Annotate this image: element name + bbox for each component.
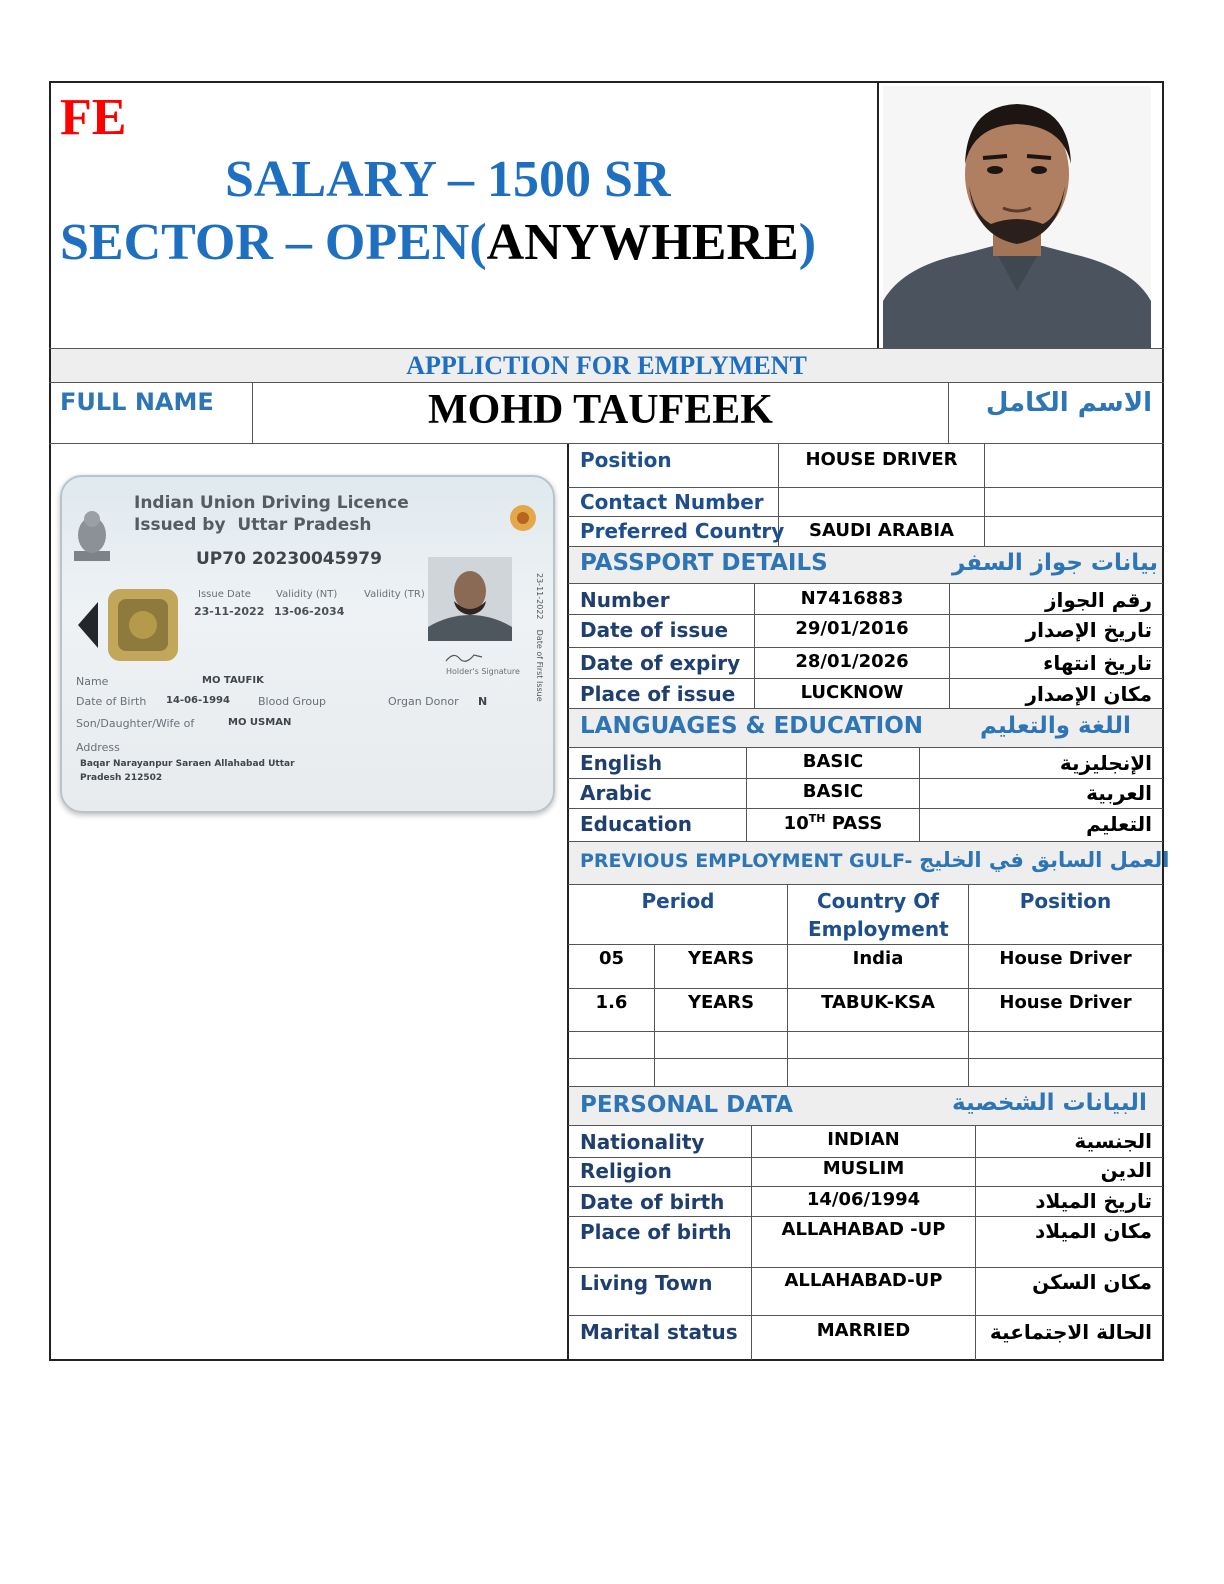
living-town-label: Living Town [580,1271,713,1295]
marital-status-label-ar: الحالة الاجتماعية [989,1320,1152,1344]
licence-issued-by: Issued by [134,515,226,535]
salary-heading: SALARY – 1500 SR [225,151,671,208]
passport-number-label-ar: رقم الجواز [1045,588,1152,612]
full-name-label: FULL NAME [60,388,214,416]
employment-row1-num: 05 [598,948,625,969]
place-of-issue-label: Place of issue [580,682,736,706]
signature-mark [444,649,484,665]
place-of-issue-label-ar: مكان الإصدار [1025,682,1152,706]
education-grade: 10 [783,813,809,834]
previous-employment-title-ar: العمل السابق في الخليج [919,848,1170,872]
passport-number-value: N7416883 [800,588,904,609]
relation-value: MO USMAN [228,717,292,728]
arabic-value: BASIC [802,781,864,802]
date-of-expiry-value: 28/01/2026 [795,651,909,672]
name-label: Name [76,675,109,688]
form-title: APPLICTION FOR EMPLYMENT [406,351,807,380]
first-issue-date: 23-11-2022 [535,573,544,620]
person-portrait-icon [883,86,1151,348]
previous-employment-title-en: PREVIOUS EMPLOYMENT GULF- [580,850,913,872]
education-value [747,812,919,834]
english-label: English [580,751,663,775]
date-of-issue-label-ar: تاريخ الإصدار [1025,618,1152,642]
date-of-issue-label: Date of issue [580,618,729,642]
languages-section-title-ar: اللغة والتعليم [980,713,1131,739]
date-of-expiry-label: Date of expiry [580,651,741,675]
organ-label: Organ Donor [388,695,459,708]
position-value: HOUSE DRIVER [805,449,958,470]
education-grade-sup: TH [808,812,826,825]
relation-label: Son/Daughter/Wife of [76,717,195,730]
religion-label: Religion [580,1159,672,1183]
licence-holder-photo [428,557,512,641]
place-of-birth-label: Place of birth [580,1220,732,1244]
preferred-country-value: SAUDI ARABIA [809,520,954,541]
employment-row2-country: TABUK-KSA [821,992,935,1013]
fe-label: FE [60,89,127,146]
position-label: Position [580,448,672,472]
nationality-label: Nationality [580,1130,705,1154]
place-of-issue-value: LUCKNOW [800,682,904,703]
religion-value: MUSLIM [822,1158,905,1179]
full-name-value: MOHD TAUFEEK [428,387,773,433]
dob-value-table: 14/06/1994 [806,1189,921,1210]
licence-state: Uttar Pradesh [237,515,372,535]
name-value: MO TAUFIK [202,675,264,686]
dob-label: Date of Birth [76,695,147,708]
education-suffix: PASS [825,813,883,834]
licence-number: UP70 20230045979 [196,549,382,569]
licence-title-line2 [134,515,371,535]
national-emblem-icon [70,505,114,569]
dob-value: 14-06-1994 [166,695,230,706]
issue-date: 23-11-2022 [194,605,265,618]
driving-licence-card [60,475,555,813]
signature-label: Holder's Signature [446,667,520,676]
languages-section-title: LANGUAGES & EDUCATION [580,713,924,739]
arrow-left-icon [78,602,98,648]
arabic-label-ar: العربية [1086,781,1152,805]
blood-label: Blood Group [258,695,327,708]
hologram-chip-icon [108,589,178,661]
living-town-value: ALLAHABAD-UP [784,1270,943,1291]
place-of-birth-value: ALLAHABAD -UP [781,1219,946,1240]
passport-section-title-ar: بيانات جواز السفر [952,550,1158,576]
date-of-expiry-label-ar: تاريخ انتهاء [1043,651,1152,675]
sector-heading [60,213,816,273]
position-header: Position [1019,889,1112,913]
living-town-label-ar: مكان السكن [1032,1270,1152,1294]
employment-row2-position: House Driver [999,992,1132,1013]
employment-row1-position: House Driver [999,948,1132,969]
personal-section-title: PERSONAL DATA [580,1092,793,1118]
previous-employment-title [580,848,1169,872]
passport-number-label: Number [580,588,670,612]
date-of-issue-value: 29/01/2016 [795,618,909,639]
nationality-label-ar: الجنسية [1074,1129,1152,1153]
english-label-ar: الإنجليزية [1059,751,1152,775]
preferred-country-label: Preferred Country [580,519,785,543]
education-label: Education [580,812,692,836]
first-issue-label: Date of First Issue [535,629,544,702]
employment-row2-num: 1.6 [595,992,628,1013]
licence-title-line1: Indian Union Driving Licence [134,493,409,513]
sector-word: ANYWHERE [486,214,799,271]
religion-label-ar: الدين [1100,1158,1152,1182]
period-header: Period [641,889,715,913]
country-header: Country Of Employment [808,889,949,941]
place-of-birth-label-ar: مكان الميلاد [1035,1219,1152,1243]
full-name-label-ar: الاسم الكامل [985,388,1152,418]
validity-nt: 13-06-2034 [274,605,345,618]
contact-number-label: Contact Number [580,490,764,514]
dob-label-table: Date of birth [580,1190,725,1214]
dob-label-ar: تاريخ الميلاد [1035,1189,1152,1213]
applicant-photo [883,86,1151,348]
address-label: Address [76,741,120,754]
employment-row1-unit: YEARS [687,948,755,969]
marital-status-label: Marital status [580,1320,738,1344]
english-value: BASIC [802,751,864,772]
arabic-label: Arabic [580,781,652,805]
passport-section-title: PASSPORT DETAILS [580,550,828,576]
organ-value: N [478,695,488,708]
issue-date-label: Issue Date [198,589,251,600]
state-seal-icon [508,503,538,533]
nationality-value: INDIAN [827,1129,900,1150]
education-label-ar: التعليم [1086,812,1152,836]
sector-suffix: ) [798,214,817,271]
validity-nt-label: Validity (NT) [276,589,338,600]
marital-status-value: MARRIED [816,1320,911,1341]
employment-row1-country: India [852,948,904,969]
sector-prefix: SECTOR – OPEN( [60,214,487,271]
employment-row2-unit: YEARS [687,992,755,1013]
address-line2: Pradesh 212502 [80,773,163,783]
address-line1: Baqar Narayanpur Saraen Allahabad Uttar [80,759,295,769]
side-text [530,573,544,773]
validity-tr-label: Validity (TR) [364,589,425,600]
personal-section-title-ar: البيانات الشخصية [952,1090,1147,1116]
